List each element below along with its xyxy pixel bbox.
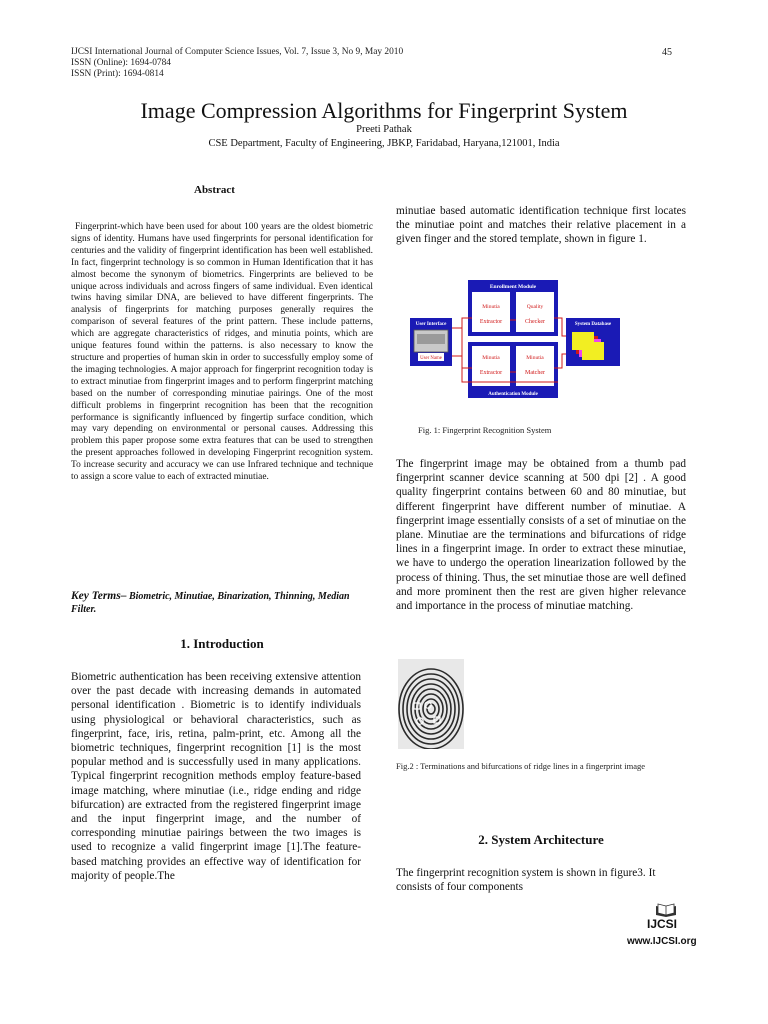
intro-text: Biometric authentication has been receiving extensive attention over the past decade with increasing demands in automated personal identification . Biometric is to identify individuals using physiological or behavioral characteristics, such as fingerprint, face, iris, retina, palm-print, etc. Among all the biometric techniques, fingerprint recognition [1] is the most popular method and is successfully used in many applications. Typical fingerprint recognition methods employ feature-based image matching, where minutiae (i.e., ridge ending and ridge bifurcation) are extracted from the registered fingerprint image and the input fingerprint image, and the number of corresponding minutiae pairings between the two images is used to recognize a valid fingerprint image [1].The feature-based matching provides an effective way of identification for majority of people.The (71, 671, 361, 882)
system-database-label: System Database (574, 322, 612, 327)
quality-checker-line2: Checker (525, 319, 545, 325)
abstract-heading: Abstract (194, 184, 235, 196)
fingerprint-image (398, 659, 464, 749)
minutia-matcher-line1: Minutia (526, 355, 544, 361)
para-fingerprint-image: The fingerprint image may be obtained from a thumb pad fingerprint scanner device scanning at 500 dpi [2] . A good quality fingerprint contains between 60 and 80 minutiae, but different fingerprint have different number of minutiae. A fingerprint image essentially consists of a set of minutiae on the plane. Minutiae are the terminations and bifurcations of ridge lines in a fingerprint image. In order to extract these minutiae, we have to undergo the operation linearization followed by the process of thining. Thus, the set minutiae those are well defined and more prominent then the rest are given higher relevance and importance in the process of minutiae matching. (396, 458, 686, 613)
journal-header: IJCSI International Journal of Computer Science Issues, Vol. 7, Issue 3, No 9, May 2010 (71, 47, 404, 57)
issn-online: ISSN (Online): 1694-0784 (71, 58, 171, 68)
key-terms-list: Biometric, Minutiae, Binarization, Thinning, Median Filter. (71, 591, 350, 615)
fingerprint-recognition-diagram (408, 278, 624, 400)
authentication-module-label: Authentication Module (488, 392, 538, 397)
ijcsi-url[interactable]: www.IJCSI.org (627, 936, 697, 947)
ijcsi-logo-name: IJCSI (647, 917, 678, 931)
system-architecture-heading: 2. System Architecture (478, 832, 604, 847)
minutia-extractor-1-line1: Minutia (482, 304, 500, 310)
abstract-text: Fingerprint-which have been used for about 100 years are the oldest biometric signs of identity. Humans have used fingerprints for personal identification for centuries and the validity of fingerprint identification has been well established. In fact, fingerprint technology is so common in Human Identification that it has almost become the synonym of biometrics. Fingerprints are believed to be unique across individuals and across fingers of same individual. Even identical twins having similar DNA, are believed to have different fingerprints. The analysis of fingerprints for matching purposes generally requires the comparison of several features of the print pattern. These include patterns, which are aggregate characteristics of ridges, and minutia points, which are unique features found within the patterns. is also necessary to know the structure and properties of human skin in order to successfully employ some of the imaging technologies. A major approach for fingerprint recognition today is to extract minutiae from fingerprint images and to perform fingerprint matching based on the number of corresponding minutiae pairings. One of the most difficult problems in fingerprint recognition has been that the recognition performance is significantly influenced by fingertip surface condition, which may vary depending on environmental or personal causes. Addressing this problem this paper propose some extra features that can be used to strengthen the present approaches followed in developing Fingerprint recognition system. To increase security and accuracy we can use Infrared technique and technique to assign a score value to each of extracted minutiae. (71, 222, 373, 483)
user-name-label: User Name (420, 356, 442, 361)
enrollment-module-label: Enrollment Module (489, 284, 537, 290)
figure2-caption: Fig.2 : Terminations and bifurcations of ridge lines in a fingerprint image (396, 761, 645, 771)
paper-affiliation: CSE Department, Faculty of Engineering, JBKP, Faridabad, Haryana,121001, India (208, 138, 560, 149)
book-logo-icon (654, 903, 678, 917)
page-number: 45 (662, 47, 672, 58)
minutia-extractor-2-line2: Extractor (479, 370, 503, 376)
minutia-matcher-line2: Matcher (525, 370, 545, 376)
key-terms (71, 590, 373, 616)
issn-print: ISSN (Print): 1694-0814 (71, 69, 164, 79)
minutia-extractor-1-line2: Extractor (479, 319, 503, 325)
para-minutiae-technique: minutiae based automatic identification technique first locates the minutiae point and matches their relative placement in a given finger and the stored template, shown in figure 1. (396, 205, 686, 246)
user-interface-label: User Interface (415, 322, 447, 327)
paper-title: Image Compression Algorithms for Fingerprint System (140, 98, 628, 123)
quality-checker-line1: Quality (526, 304, 544, 310)
para-system-architecture: The fingerprint recognition system is shown in figure3. It consists of four components (396, 867, 656, 894)
figure1-caption: Fig. 1: Fingerprint Recognition System (418, 425, 552, 435)
paper-author: Preeti Pathak (356, 124, 412, 135)
key-terms-label: Key Terms– (71, 590, 127, 602)
minutia-extractor-2-line1: Minutia (482, 355, 500, 361)
intro-heading: 1. Introduction (180, 636, 264, 651)
